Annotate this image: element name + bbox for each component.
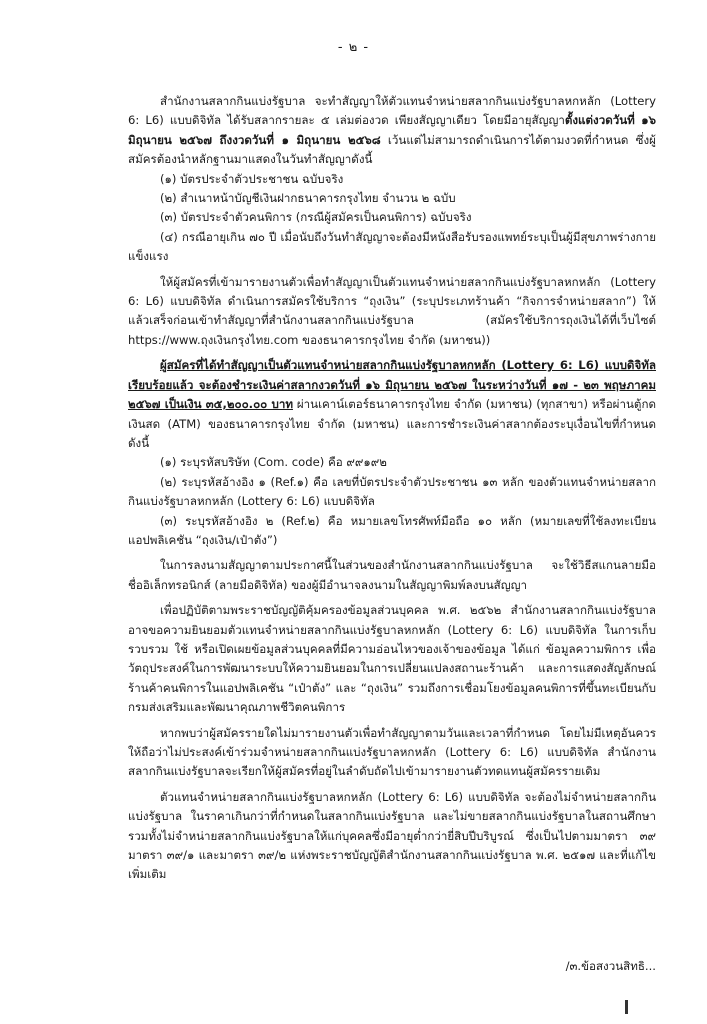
payment-item-2: (๒) ระบุรหัสอ้างอิง ๑ (Ref.๑) คือ เลขที่บัตรประจำตัวประชาชน ๑๓ หลัก ของตัวแทนจำหน่ายสลากกินแบ่งรัฐบาลหกหลัก (Lottery 6: L6) แบบดิจิทัล [128, 474, 656, 509]
doc-item-1: (๑) บัตรประจำตัวประชาชน ฉบับจริง [160, 171, 344, 186]
document-body [128, 92, 656, 885]
payment-item-1: (๑) ระบุรหัสบริษัท (Com. code) คือ ๙๙๑๙๒ [160, 455, 387, 470]
paragraph-pdpa: เพื่อปฏิบัติตามพระราชบัญญัติคุ้มครองข้อมูลส่วนบุคคล พ.ศ. ๒๕๖๒ สำนักงานสลากกินแบ่งรัฐบาลอาจขอความยินยอมตัวแทนจำหน่ายสลากกินแบ่งรัฐบาลหกหลัก (Lottery 6: L6) แบบดิจิทัล ในการเก็บรวบรวม ใช้ หรือเปิดเผยข้อมูลส่วนบุคคลที่มีความอ่อนไหวของเจ้าของข้อมูล ได้แก่ ข้อมูลความพิการ เพื่อวัตถุประสงค์ในการพัฒนาระบบให้ความยินยอมในการเปลี่ยนแปลงสถานะร้านค้า และการแสดงสัญลักษณ์ร้านค้าคนพิการในแอปพลิเคชัน “เป๋าตัง” และ “ถุงเงิน” รวมถึงการเชื่อมโยงข้อมูลคนพิการที่ขึ้นทะเบียนกับกรมส่งเสริมและพัฒนาคุณภาพชีวิตคนพิการ [128, 603, 656, 715]
payment-method: ผ่านเคาน์เตอร์ธนาคารกรุงไทย จำกัด (มหาชน) (ทุกสาขา) หรือผ่านตู้กดเงินสด (ATM) ของธนาคารกรุงไทย จำกัด (มหาชน) และการชำระเงินค่าสลากต้องระบุเงื่อนไขที่กำหนด ดังนี้ [128, 397, 656, 450]
paragraph-payment [128, 356, 656, 453]
continuation-note: /๓.ข้อสงวนสิทธิ... [565, 959, 656, 973]
contract-terms-tail: เว้นแต่ไม่สามารถดำเนินการได้ตามงวดที่กำหนด ซึ่งผู้สมัครต้องนำหลักฐานมาแสดงในวันทำสัญญาดังนี้ [128, 132, 656, 167]
paragraph-e-signature: ในการลงนามสัญญาตามประกาศนี้ในส่วนของสำนักงานสลากกินแบ่งรัฐบาล จะใช้วิธีสแกนลายมือชื่ออิเล็กทรอนิกส์ (ลายมือดิจิทัล) ของผู้มีอำนาจลงนามในสัญญาพิมพ์ลงบนสัญญา [128, 558, 656, 592]
payment-item-3: (๓) ระบุรหัสอ้างอิง ๒ (Ref.๒) คือ หมายเลขโทรศัพท์มือถือ ๑๐ หลัก (หมายเลขที่ใช้ลงทะเบียนแอปพลิเคชัน “ถุงเงิน/เป๋าตัง”) [128, 513, 656, 547]
paragraph-no-show: หากพบว่าผู้สมัครรายใดไม่มารายงานตัวเพื่อทำสัญญาตามวันและเวลาที่กำหนด โดยไม่มีเหตุอันควร ให้ถือว่าไม่ประสงค์เข้าร่วมจำหน่ายสลากกินแบ่งรัฐบาลหกหลัก (Lottery 6: L6) แบบดิจิทัล สำนักงานสลากกินแบ่งรัฐบาลจะเรียกให้ผู้สมัครที่อยู่ในลำดับถัดไปเข้ามารายงานตัวทดแทนผู้สมัครรายเดิม [128, 725, 656, 779]
paragraph-tungngern: ให้ผู้สมัครที่เข้ามารายงานตัวเพื่อทำสัญญาเป็นตัวแทนจำหน่ายสลากกินแบ่งรัฐบาลหกหลัก (Lottery 6: L6) แบบดิจิทัล ดำเนินการสมัครใช้บริการ “ถุงเงิน” (ระบุประเภทร้านค้า “กิจการจำหน่ายสลาก”) ให้แล้วเสร็จก่อนเข้าทำสัญญาที่สำนักงานสลากกินแบ่งรัฐบาล (สมัครใช้บริการถุงเงินได้ที่เว็บไซต์ https://www.ถุงเงินกรุงไทย.com ของธนาคารกรุงไทย จำกัด (มหาชน)) [128, 274, 656, 347]
edge-mark [625, 1000, 628, 1014]
paragraph-sales-restrictions: ตัวแทนจำหน่ายสลากกินแบ่งรัฐบาลหกหลัก (Lottery 6: L6) แบบดิจิทัล จะต้องไม่จำหน่ายสลากกินแบ่งรัฐบาล ในราคาเกินกว่าที่กำหนดในสลากกินแบ่งรัฐบาล และไม่ขายสลากกินแบ่งรัฐบาลในสถานศึกษารวมทั้งไม่จำหน่ายสลากกินแบ่งรัฐบาลให้แก่บุคคลซึ่งมีอายุต่ำกว่ายี่สิบปีบริบูรณ์ ซึ่งเป็นไปตามมาตรา ๓๙ มาตรา ๓๙/๑ และมาตรา ๓๙/๒ แห่งพระราชบัญญัติสำนักงานสลากกินแบ่งรัฐบาล พ.ศ. ๒๕๑๗ และที่แก้ไขเพิ่มเติม [128, 789, 656, 882]
paragraph-contract-terms [128, 92, 656, 170]
doc-item-3: (๓) บัตรประจำตัวคนพิการ (กรณีผู้สมัครเป็นคนพิการ) ฉบับจริง [160, 210, 472, 225]
contract-period: ตั้งแต่งวดวันที่ ๑๖ มิถุนายน ๒๕๖๗ ถึงงวดวันที่ ๑ มิถุนายน ๒๕๖๘ [128, 113, 656, 147]
doc-item-4: (๔) กรณีอายุเกิน ๗๐ ปี เมื่อนับถึงวันทำสัญญาจะต้องมีหนังสือรับรองแพทย์ระบุเป็นผู้มีสุขภาพร่างกายแข็งแรง [128, 229, 656, 264]
page-number: - ๒ - [337, 40, 370, 55]
payment-deadline: ผู้สมัครที่ได้ทำสัญญาเป็นตัวแทนจำหน่ายสลากกินแบ่งรัฐบาลหกหลัก (Lottery 6: L6) แบบดิจิทัลเรียบร้อยแล้ว จะต้องชำระเงินค่าสลากงวดวันที่ ๑๖ มิถุนายน ๒๕๖๗ ในระหว่างวันที่ ๑๗ - ๒๓ พฤษภาคม ๒๕๖๗ เป็นเงิน ๓๕,๒๐๐.๐๐ บาท [128, 358, 656, 412]
contract-terms-text: สำนักงานสลากกินแบ่งรัฐบาล จะทำสัญญาให้ตัวแทนจำหน่ายสลากกินแบ่งรัฐบาลหกหลัก (Lottery 6: L6) แบบดิจิทัล ได้รับสลากรายละ ๕ เล่มต่องวด เพียงสัญญาเดียว โดยมีอายุสัญญา [128, 94, 656, 128]
doc-item-2: (๒) สำเนาหน้าบัญชีเงินฝากธนาคารกรุงไทย จำนวน ๒ ฉบับ [160, 191, 456, 206]
